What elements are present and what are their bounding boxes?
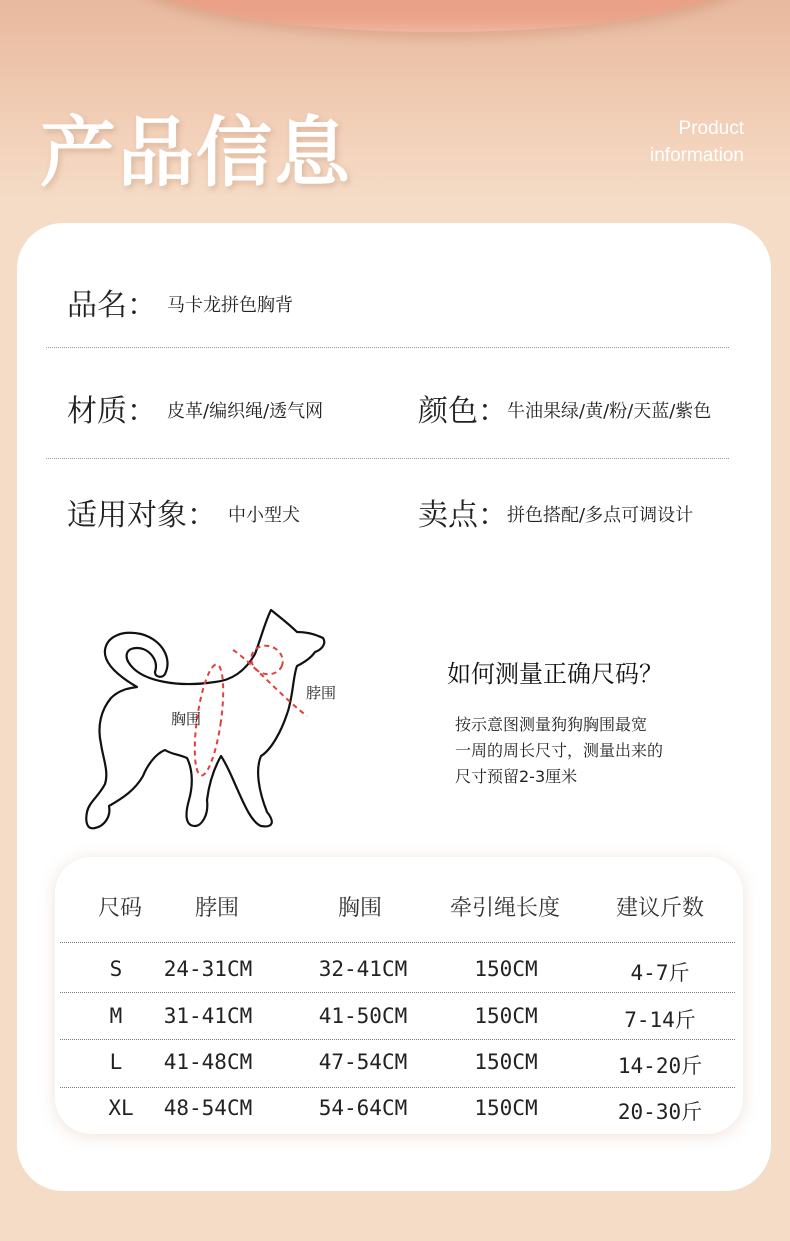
table-cell: 14-20斤 (617, 1054, 703, 1078)
subtitle-line-1: Product (678, 118, 744, 139)
table-cell: 24-31CM (163, 957, 253, 981)
table-cell: 150CM (474, 1096, 538, 1120)
measure-line-1: 按示意图测量狗狗胸围最宽 (455, 715, 648, 734)
table-divider (60, 1039, 735, 1040)
table-header-leash: 牵引绳长度 (449, 896, 560, 921)
table-cell: 7-14斤 (624, 1008, 696, 1032)
material-value: 皮革/编织绳/透气网 (167, 401, 324, 422)
table-cell: 47-54CM (318, 1050, 408, 1074)
table-cell: M (109, 1004, 123, 1028)
name-value: 马卡龙拼色胸背 (167, 295, 293, 316)
table-cell: 32-41CM (318, 957, 408, 981)
subtitle-line-2: information (650, 145, 744, 166)
table-divider (60, 1087, 735, 1088)
measure-line-2: 一周的周长尺寸，测量出来的 (455, 741, 664, 760)
chest-label: 胸围 (171, 710, 202, 728)
name-label: 品名： (67, 288, 157, 323)
feature-label: 卖点： (418, 498, 508, 533)
table-cell: 20-30斤 (617, 1100, 703, 1124)
table-header-neck: 脖围 (194, 896, 239, 921)
table-cell: 54-64CM (318, 1096, 408, 1120)
table-cell: 150CM (474, 957, 538, 981)
table-header-size: 尺码 (97, 896, 142, 921)
measure-title: 如何测量正确尺码？ (447, 660, 663, 688)
divider (46, 458, 729, 459)
table-cell: 4-7斤 (630, 961, 690, 985)
target-label: 适用对象： (67, 498, 217, 533)
table-cell: 150CM (474, 1050, 538, 1074)
neck-label: 脖围 (306, 684, 337, 702)
material-label: 材质： (67, 394, 157, 429)
page-title: 产品信息 (40, 108, 352, 197)
color-value: 牛油果绿/黄/粉/天蓝/紫色 (507, 401, 712, 422)
divider (46, 347, 729, 348)
table-divider (60, 992, 735, 993)
table-header-chest: 胸围 (337, 896, 382, 921)
dog-outline-icon (75, 600, 345, 840)
color-label: 颜色： (418, 394, 508, 429)
table-cell: 48-54CM (163, 1096, 253, 1120)
table-cell: 41-50CM (318, 1004, 408, 1028)
table-cell: S (109, 957, 123, 981)
feature-value: 拼色搭配/多点可调设计 (507, 505, 694, 526)
measure-line-3: 尺寸预留2-3厘米 (455, 767, 578, 786)
table-cell: 41-48CM (163, 1050, 253, 1074)
measure-instructions (455, 712, 715, 790)
table-cell: 150CM (474, 1004, 538, 1028)
table-header-weight: 建议斤数 (615, 896, 704, 921)
decorative-dish (130, 0, 750, 32)
table-divider (60, 942, 735, 943)
target-value: 中小型犬 (228, 505, 300, 526)
page-subtitle (650, 115, 744, 169)
table-cell: 31-41CM (163, 1004, 253, 1028)
table-cell: XL (108, 1096, 134, 1120)
table-cell: L (109, 1050, 123, 1074)
dog-measure-diagram (75, 600, 345, 840)
